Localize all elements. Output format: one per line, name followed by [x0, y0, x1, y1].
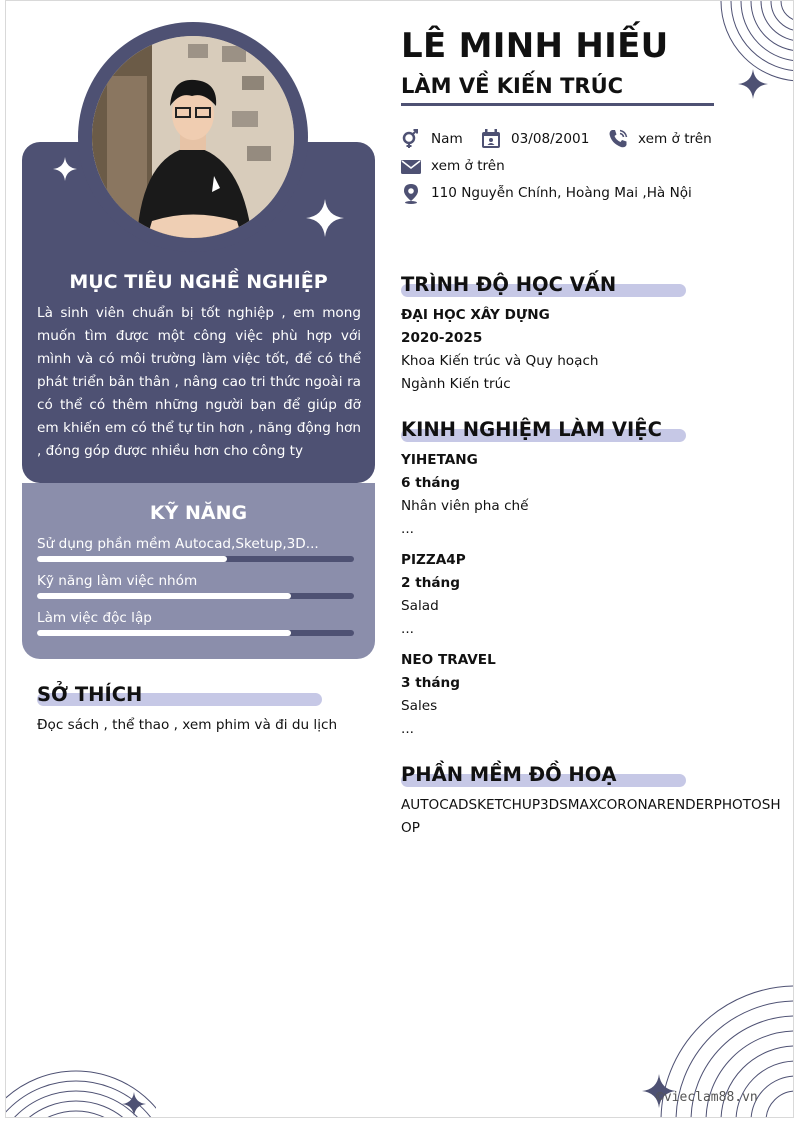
- sparkle-icon: [306, 199, 344, 237]
- gender-icon: [401, 129, 421, 149]
- sparkle-icon: [122, 1092, 146, 1116]
- title-divider: [401, 103, 714, 106]
- objective-text: Là sinh viên chuẩn bị tốt nghiệp , em mong muốn tìm được một công việc phù hợp với mình và có môi trường làm việc tốt, để có thể phát triển bản thân , nâng cao tri thức ngoài ra có thể có thêm những người bạn để giúp đỡ em khiến em có thể tự tin hơn , năng động hơn , đóng góp được nhiều hơn cho công ty: [37, 305, 361, 459]
- address-value: 110 Nguyễn Chính, Hoàng Mai ,Hà Nội: [431, 185, 692, 201]
- experience-role: Sales: [401, 698, 438, 714]
- skill-fill: [37, 630, 291, 636]
- skills-title: KỸ NĂNG: [149, 502, 248, 524]
- job-title: LÀM VỀ KIẾN TRÚC: [401, 74, 624, 98]
- cv-page: [5, 0, 794, 1118]
- experience-role: Salad: [401, 598, 439, 614]
- objective-title: MỤC TIÊU NGHỀ NGHIỆP: [69, 271, 328, 293]
- calendar-icon: [481, 129, 501, 149]
- email-value: xem ở trên: [431, 158, 505, 174]
- experience-title: KINH NGHIỆM LÀM VIỆC: [401, 418, 662, 441]
- hobbies-title: SỞ THÍCH: [37, 683, 143, 706]
- birthday-value: 03/08/2001: [511, 131, 590, 147]
- gender-value: Nam: [431, 131, 463, 147]
- profile-photo: [92, 36, 294, 238]
- software-title: PHẦN MỀM ĐỒ HOẠ: [401, 763, 617, 786]
- skill-bar: [37, 556, 354, 562]
- skill-label: Sử dụng phần mềm Autocad,Sketup,3D...: [37, 536, 319, 552]
- experience-duration: 6 tháng: [401, 475, 460, 491]
- education-title: TRÌNH ĐỘ HỌC VẤN: [401, 273, 617, 296]
- experience-company: PIZZA4P: [401, 552, 466, 568]
- education-period: 2020-2025: [401, 330, 483, 346]
- experience-desc: ...: [401, 621, 414, 637]
- location-icon: [401, 184, 421, 204]
- experience-role: Nhân viên pha chế: [401, 498, 529, 514]
- experience-duration: 2 tháng: [401, 575, 460, 591]
- sparkle-icon: [738, 69, 768, 99]
- mail-icon: [401, 157, 421, 177]
- skill-bar: [37, 630, 354, 636]
- skill-label: Làm việc độc lập: [37, 610, 152, 626]
- full-name: LÊ MINH HIẾU: [401, 26, 669, 66]
- software-line: AUTOCADSKETCHUP3DSMAXCORONARENDERPHOTOSH: [401, 797, 781, 813]
- software-line: OP: [401, 820, 420, 836]
- phone-icon: [608, 129, 628, 149]
- education-faculty: Khoa Kiến trúc và Quy hoạch: [401, 353, 599, 369]
- skill-bar: [37, 593, 354, 599]
- phone-value: xem ở trên: [638, 131, 712, 147]
- watermark: ©vieclam88.vn: [656, 1090, 758, 1105]
- hobbies-text: Đọc sách , thể thao , xem phim và đi du lịch: [37, 717, 338, 733]
- experience-company: YIHETANG: [401, 452, 478, 468]
- experience-desc: ...: [401, 521, 414, 537]
- education-school: ĐẠI HỌC XÂY DỰNG: [401, 307, 550, 323]
- skill-label: Kỹ năng làm việc nhóm: [37, 573, 198, 589]
- skill-fill: [37, 556, 227, 562]
- experience-desc: ...: [401, 721, 414, 737]
- skill-fill: [37, 593, 291, 599]
- experience-company: NEO TRAVEL: [401, 652, 496, 668]
- education-major: Ngành Kiến trúc: [401, 376, 511, 392]
- experience-duration: 3 tháng: [401, 675, 460, 691]
- sparkle-icon: [53, 157, 77, 181]
